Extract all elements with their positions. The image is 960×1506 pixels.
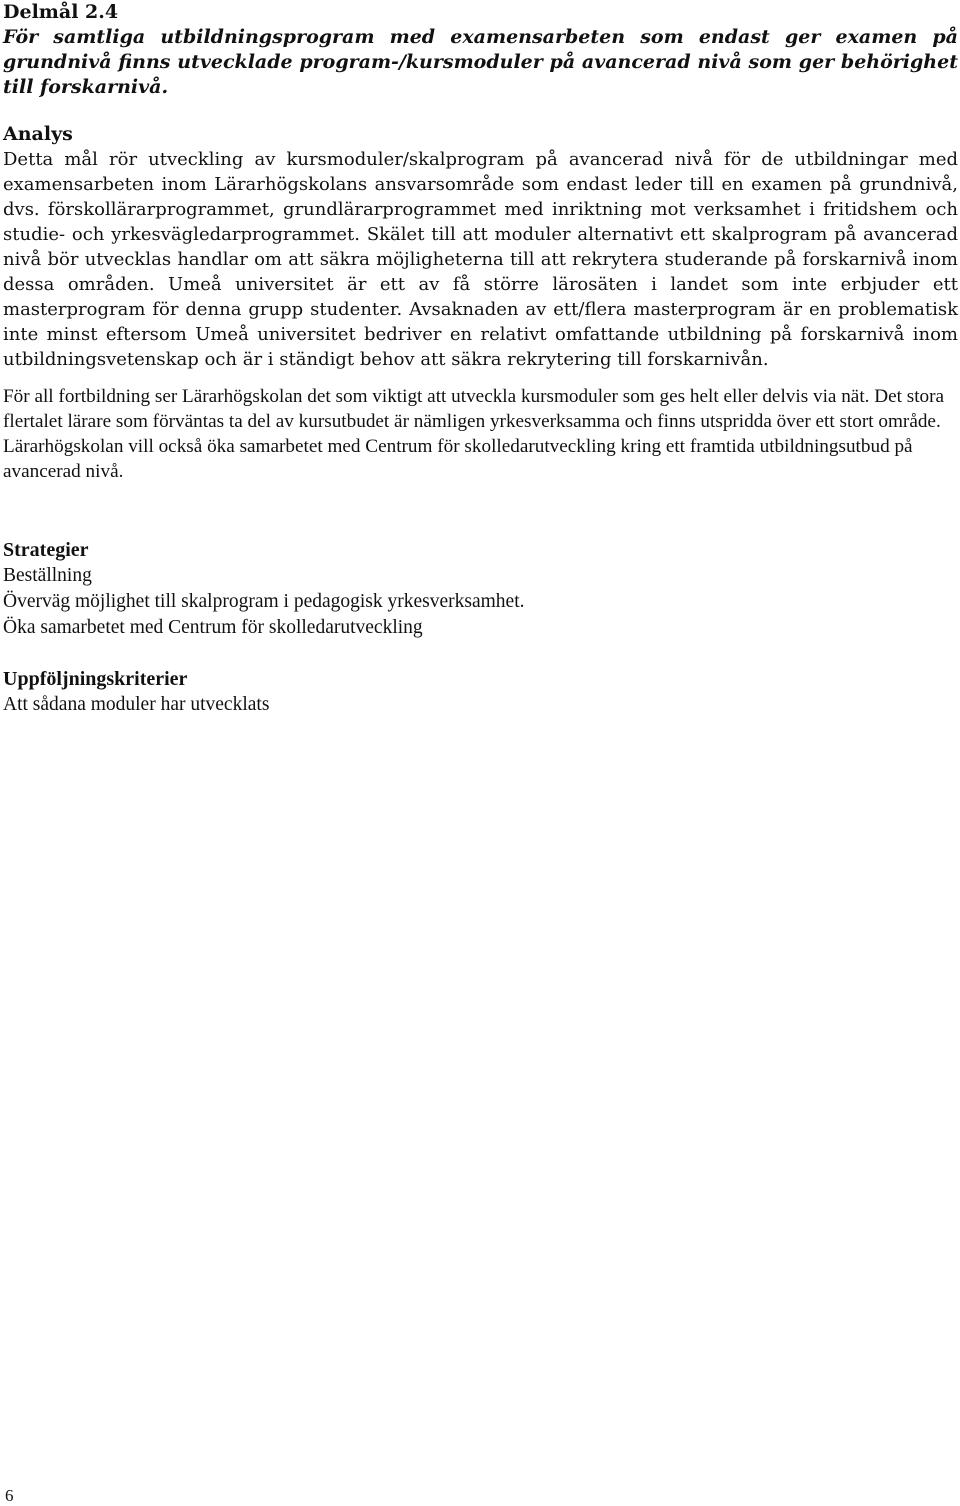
fortbildning-paragraph: För all fortbildning ser Lärarhögskolan det som viktigt att utveckla kursmoduler som ges helt eller delvis via nät. Det stora flertalet lärare som förväntas ta del av kursutbudet är nämligen yrkesverksamma och finns utspridda över ett stort område. Lärarhögskolan vill också öka samarbetet med Centrum för skolledarutveckling kring ett framtida utbildningsutbud på avancerad nivå. (3, 386, 945, 482)
strategy-item: Överväg möjlighet till skalprogram i pedagogisk yrkesverksamhet. (3, 591, 525, 612)
section-title: Delmål 2.4 (3, 1, 119, 23)
strategy-item: Öka samarbetet med Centrum för skolledarutveckling (3, 617, 423, 638)
analys-section (3, 122, 958, 372)
goal-section (3, 0, 958, 100)
document-page (3, 0, 958, 718)
page-number: 6 (5, 1486, 14, 1505)
strategy-item: Beställning (3, 565, 92, 586)
criteria-item: Att sådana moduler har utvecklats (3, 694, 270, 715)
uppfoljning-section (3, 666, 958, 718)
uppfoljning-heading: Uppföljningskriterier (3, 668, 188, 690)
fortbildning-section (3, 384, 958, 484)
analys-paragraph: Detta mål rör utveckling av kursmoduler/skalprogram på avancerad nivå för de utbildningar med examensarbeten inom Lärarhögskolans ansvarsområde som endast leder till en examen på grundnivå, dvs. förskollärarprogrammet, grundlärarprogrammet med inriktning mot verksamhet i fritidshem och studie- och yrkesvägledarprogrammet. Skälet till att moduler alternativt ett skalprogram på avancerad nivå bör utvecklas handlar om att säkra möjligheterna till att rekrytera studerande på forskarnivå inom dessa områden. Umeå universitet är ett av få större lärosäten i landet som inte erbjuder ett masterprogram för denna grupp studenter. Avsaknaden av ett/flera masterprogram är en problematisk inte minst eftersom Umeå universitet bedriver en relativt omfattande utbildning på forskarnivå inom utbildningsvetenskap och är i ständigt behov att säkra rekrytering till forskarnivån. (3, 149, 958, 370)
goal-statement: För samtliga utbildningsprogram med examensarbeten som endast ger examen på grundnivå finns utvecklade program-/kursmoduler på avancerad nivå som ger behörighet till forskarnivå. (3, 26, 958, 98)
strategier-heading: Strategier (3, 539, 89, 561)
strategier-section (3, 537, 958, 641)
analys-heading: Analys (3, 123, 73, 145)
